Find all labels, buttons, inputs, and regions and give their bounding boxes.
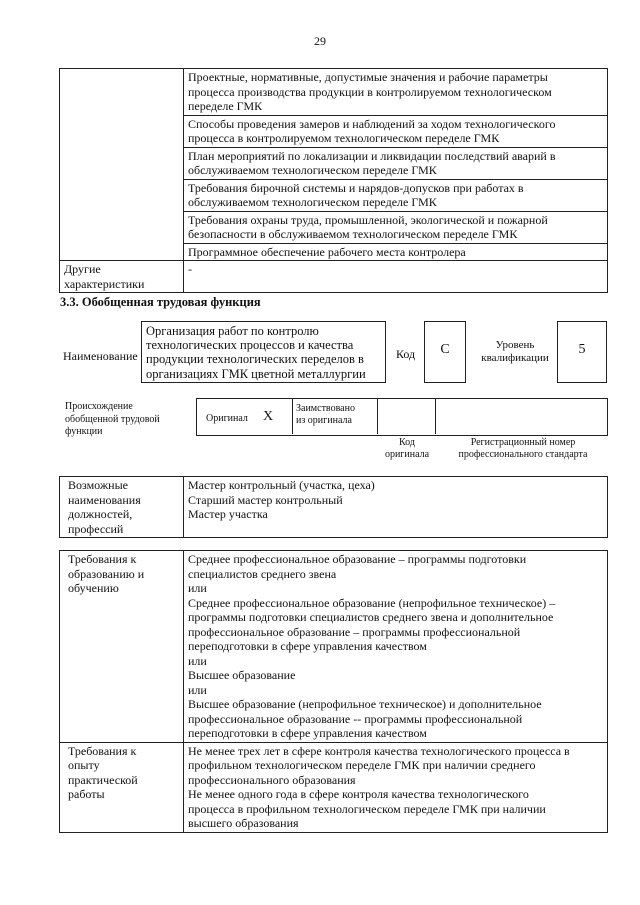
table-row <box>60 261 608 293</box>
positions-label <box>60 477 184 538</box>
text-line: План мероприятий по локализации и ликвидации последствий аварий в <box>188 148 556 163</box>
education-value <box>184 551 608 743</box>
table-row <box>60 69 608 116</box>
text-line: Среднее профессиональное образование (непрофильное техническое) – <box>188 595 556 610</box>
text-line: профессионального образования <box>188 772 356 787</box>
text-line: Требования бирочной системы и нарядов-допусков при работах в <box>188 180 524 195</box>
level-label <box>478 339 552 365</box>
table-cell <box>184 179 608 211</box>
education-label <box>60 551 184 743</box>
table-row <box>60 551 608 743</box>
divider <box>377 398 378 434</box>
experience-value <box>184 742 608 832</box>
text-line: Старший мастер контрольный <box>188 492 343 507</box>
text-line: Среднее профессиональное образование – программы подготовки <box>188 552 527 566</box>
text-line: образованию и <box>68 566 145 581</box>
text-line: квалификации <box>481 352 549 364</box>
text-line: переподготовки в сфере управления качеством <box>188 726 427 740</box>
borrowed-label <box>296 403 355 427</box>
text-line: обслуживаемом технологическом переделе ГМК <box>188 163 437 177</box>
text-line: технологических процессов и качества <box>146 338 354 353</box>
table-cell <box>184 211 608 243</box>
text-line: процесса в контролируемом технологическом переделе ГМК <box>188 131 500 145</box>
table-cell <box>184 147 608 179</box>
origin-box <box>196 398 608 436</box>
text-line: функции <box>65 426 103 437</box>
original-mark: X <box>263 409 274 424</box>
text-line: опыту <box>68 758 100 772</box>
text-line: или <box>188 653 207 668</box>
text-line: Программное обеспечение рабочего места контролера <box>188 244 466 259</box>
text-line: из оригинала <box>296 415 352 426</box>
text-line: обучению <box>68 581 119 595</box>
text-line: Мастер участка <box>188 507 268 521</box>
text-line: Заимствовано <box>296 403 355 414</box>
text-line: Не менее одного года в сфере контроля качества технологического <box>188 787 529 801</box>
table-row <box>60 742 608 832</box>
text-line: процесса в профильном технологическом переделе ГМК при наличии <box>188 801 546 816</box>
table-cell <box>184 115 608 147</box>
original-label: Оригинал <box>206 413 248 424</box>
original-code-caption <box>378 437 436 461</box>
code-label: Код <box>396 347 416 361</box>
divider <box>292 398 293 434</box>
text-line: Не менее трех лет в сфере контроля качества технологического процесса в <box>188 743 570 758</box>
text-line: безопасности в обслуживаемом технологическом переделе ГМК <box>188 227 518 241</box>
text-line: Требования к <box>68 743 137 758</box>
divider <box>435 398 436 434</box>
code-value: C <box>440 342 450 357</box>
text-line: Уровень <box>495 339 535 351</box>
text-line: Организация работ по контролю <box>146 324 319 338</box>
origin-label <box>65 401 185 439</box>
text-line: высшего образования <box>188 816 299 830</box>
text-line: должностей, <box>68 507 133 521</box>
positions-values <box>184 477 608 538</box>
text-line: или <box>188 581 207 595</box>
text-line: Высшее образование <box>188 668 296 682</box>
text-line: Проектные, нормативные, допустимые значения и рабочие параметры <box>188 70 548 84</box>
text-line: Код <box>399 437 415 448</box>
text-line: Требования охраны труда, промышленной, экологической и пожарной <box>188 212 548 227</box>
text-line: обслуживаемом технологическом переделе ГМК <box>188 195 437 209</box>
text-line: профессиональное образование -- программы профессиональной <box>188 711 523 726</box>
function-name <box>146 324 366 381</box>
text-line: Способы проведения замеров и наблюдений за ходом технологического <box>188 116 556 131</box>
text-line: обобщенной трудовой <box>65 413 160 425</box>
name-label: Наименование <box>63 349 138 363</box>
table-cell <box>184 243 608 261</box>
text-line: характеристики <box>64 276 145 291</box>
table-cell-empty <box>60 69 184 261</box>
text-line: Происхождение <box>65 401 133 412</box>
page-number: 29 <box>314 34 326 48</box>
level-value: 5 <box>578 342 586 357</box>
text-line: оригинала <box>384 449 430 460</box>
text-line: Другие <box>64 262 101 276</box>
section-title: 3.3. Обобщенная трудовая функция <box>60 295 261 309</box>
text-line: Регистрационный номер <box>470 437 576 448</box>
text-line: профессий <box>68 521 124 536</box>
text-line: профильном технологическом переделе ГМК при наличии среднего <box>188 758 536 772</box>
text-line: процесса производства продукции в контролируемом технологическом <box>188 84 552 99</box>
requirements-table <box>59 550 608 833</box>
text-line: организациях ГМК цветной металлургии <box>146 366 366 381</box>
text-line: программы подготовки специалистов среднего звена и дополнительное <box>188 610 554 624</box>
text-line: практической <box>68 772 138 787</box>
registration-number-caption <box>440 437 606 461</box>
table-cell <box>184 69 608 116</box>
text-line: или <box>188 682 207 697</box>
text-line: Высшее образование (непрофильное техническое) и дополнительное <box>188 697 542 711</box>
positions-table <box>59 476 608 538</box>
text-line: наименования <box>68 492 141 507</box>
text-line: Возможные <box>68 478 128 492</box>
text-line: переделе ГМК <box>188 99 263 113</box>
text-line: переподготовки в сфере управления качеством <box>188 639 427 653</box>
text-line: профессионального стандарта <box>458 449 588 460</box>
text-line: продукции технологических переделов в <box>146 352 364 367</box>
other-characteristics-value: - <box>184 261 608 293</box>
text-line: работы <box>68 787 105 801</box>
experience-label <box>60 742 184 832</box>
text-line: профессиональное образование – программы профессиональной <box>188 624 521 639</box>
knowledge-table <box>59 68 608 293</box>
text-line: Мастер контрольный (участка, цеха) <box>188 478 375 492</box>
text-line: специалистов среднего звена <box>188 566 337 581</box>
table-row <box>60 477 608 538</box>
text-line: Требования к <box>68 552 137 566</box>
other-characteristics-label <box>60 261 184 293</box>
